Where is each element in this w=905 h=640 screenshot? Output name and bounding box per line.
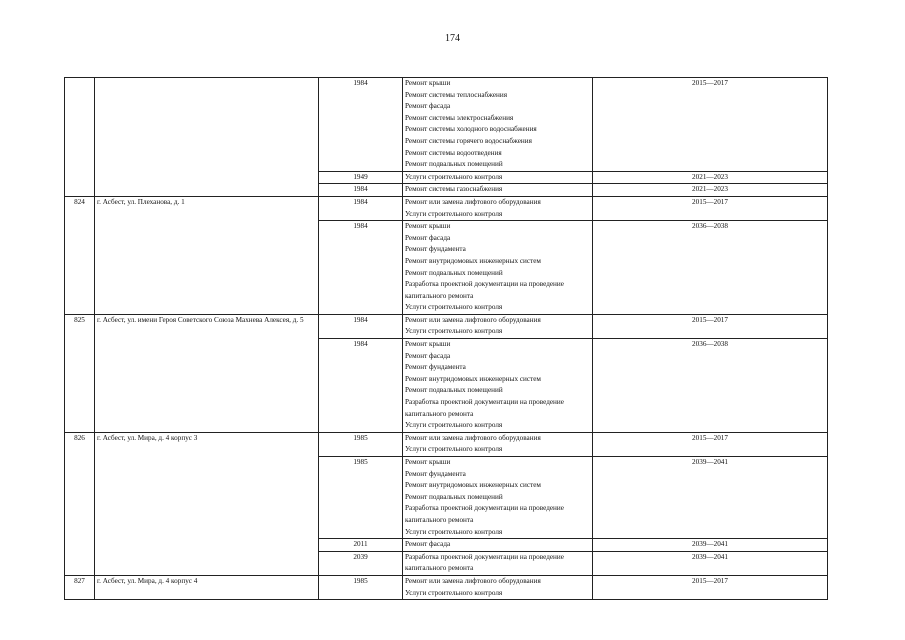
house-number: 824 (65, 196, 95, 314)
period-cell: 2015—2017 (593, 196, 828, 220)
work-item: Ремонт крыши (405, 340, 451, 349)
work-item: Ремонт фасада (405, 233, 451, 242)
work-item: Услуги строительного контроля (405, 588, 503, 597)
works-cell (403, 184, 593, 197)
period-cell: 2015—2017 (593, 432, 828, 456)
table-row (65, 196, 828, 220)
period-cell: 2039—2041 (593, 539, 828, 552)
works-cell (403, 78, 593, 172)
year-cell: 1985 (319, 457, 403, 539)
work-item: Услуги строительного контроля (405, 445, 503, 454)
year-cell: 1985 (319, 432, 403, 456)
year-cell: 1985 (319, 575, 403, 599)
works-cell (403, 575, 593, 599)
year-cell: 2011 (319, 539, 403, 552)
work-item: Ремонт крыши (405, 79, 451, 87)
works-cell (403, 196, 593, 220)
work-item: Ремонт фасада (405, 540, 451, 549)
work-item: Ремонт фундамента (405, 469, 466, 478)
work-item: Ремонт внутридомовых инженерных систем (405, 374, 541, 383)
work-item: Услуги строительного контроля (405, 172, 503, 181)
work-item: Ремонт фундамента (405, 363, 466, 372)
work-item: Ремонт или замена лифтового оборудования (405, 433, 541, 442)
house-address: г. Асбест, ул. имени Героя Советского Союза Махнева Алексея, д. 5 (95, 314, 319, 432)
house-address: г. Асбест, ул. Плеханова, д. 1 (95, 196, 319, 314)
work-item: Ремонт фасада (405, 102, 451, 111)
work-item: Разработка проектной документации на проведение капитального ремонта (405, 552, 564, 573)
work-item: Разработка проектной документации на проведение капитального ремонта (405, 398, 564, 418)
house-number: 827 (65, 575, 95, 599)
work-item: Ремонт подвальных помещений (405, 492, 503, 501)
period-cell: 2036—2038 (593, 339, 828, 433)
house-address: г. Асбест, ул. Мира, д. 4 корпус 4 (95, 575, 319, 599)
period-cell: 2039—2041 (593, 457, 828, 539)
work-item: Ремонт системы газоснабжения (405, 185, 503, 194)
period-cell: 2036—2038 (593, 221, 828, 315)
works-cell (403, 339, 593, 433)
works-cell (403, 432, 593, 456)
works-cell (403, 457, 593, 539)
house-number: 826 (65, 432, 95, 575)
year-cell: 1984 (319, 184, 403, 197)
work-item: Ремонт системы электроснабжения (405, 113, 514, 122)
work-item: Ремонт системы холодного водоснабжения (405, 125, 537, 134)
year-cell: 2039 (319, 551, 403, 575)
house-address (95, 78, 319, 197)
work-item: Разработка проектной документации на проведение капитального ремонта (405, 280, 564, 300)
work-item: Ремонт подвальных помещений (405, 268, 503, 277)
year-cell: 1984 (319, 314, 403, 338)
year-cell: 1984 (319, 196, 403, 220)
house-address: г. Асбест, ул. Мира, д. 4 корпус 3 (95, 432, 319, 575)
table-row (65, 314, 828, 338)
year-cell: 1949 (319, 171, 403, 184)
work-item: Ремонт или замена лифтового оборудования (405, 197, 541, 206)
works-cell (403, 551, 593, 575)
capital-repair-table (64, 77, 828, 600)
works-cell (403, 539, 593, 552)
year-cell: 1984 (319, 339, 403, 433)
work-item: Услуги строительного контроля (405, 421, 503, 430)
work-item: Ремонт подвальных помещений (405, 160, 503, 169)
works-cell (403, 314, 593, 338)
table-row (65, 575, 828, 599)
work-item: Ремонт крыши (405, 458, 451, 466)
period-cell: 2039—2041 (593, 551, 828, 575)
period-cell: 2015—2017 (593, 575, 828, 599)
work-item: Ремонт подвальных помещений (405, 386, 503, 395)
work-item: Разработка проектной документации на проведение капитального ремонта (405, 504, 564, 524)
table-row (65, 432, 828, 456)
work-item: Услуги строительного контроля (405, 327, 503, 336)
work-item: Ремонт фундамента (405, 245, 466, 254)
work-item: Услуги строительного контроля (405, 209, 503, 218)
work-item: Ремонт системы теплоснабжения (405, 90, 508, 99)
works-cell (403, 171, 593, 184)
year-cell: 1984 (319, 221, 403, 315)
work-item: Ремонт системы горячего водоснабжения (405, 136, 532, 145)
work-item: Ремонт системы водоотведения (405, 148, 502, 157)
work-item: Ремонт или замена лифтового оборудования (405, 576, 541, 585)
page-number: 174 (445, 33, 460, 44)
period-cell: 2015—2017 (593, 78, 828, 172)
work-item: Услуги строительного контроля (405, 527, 503, 536)
house-number: 825 (65, 314, 95, 432)
period-cell: 2021—2023 (593, 184, 828, 197)
table-row (65, 78, 828, 172)
period-cell: 2015—2017 (593, 314, 828, 338)
work-item: Ремонт внутридомовых инженерных систем (405, 256, 541, 265)
work-item: Ремонт крыши (405, 222, 451, 231)
house-number (65, 78, 95, 197)
period-cell: 2021—2023 (593, 171, 828, 184)
work-item: Ремонт внутридомовых инженерных систем (405, 481, 541, 490)
work-item: Ремонт или замена лифтового оборудования (405, 315, 541, 324)
works-cell (403, 221, 593, 315)
year-cell: 1984 (319, 78, 403, 172)
work-item: Услуги строительного контроля (405, 303, 503, 312)
work-item: Ремонт фасада (405, 351, 451, 360)
